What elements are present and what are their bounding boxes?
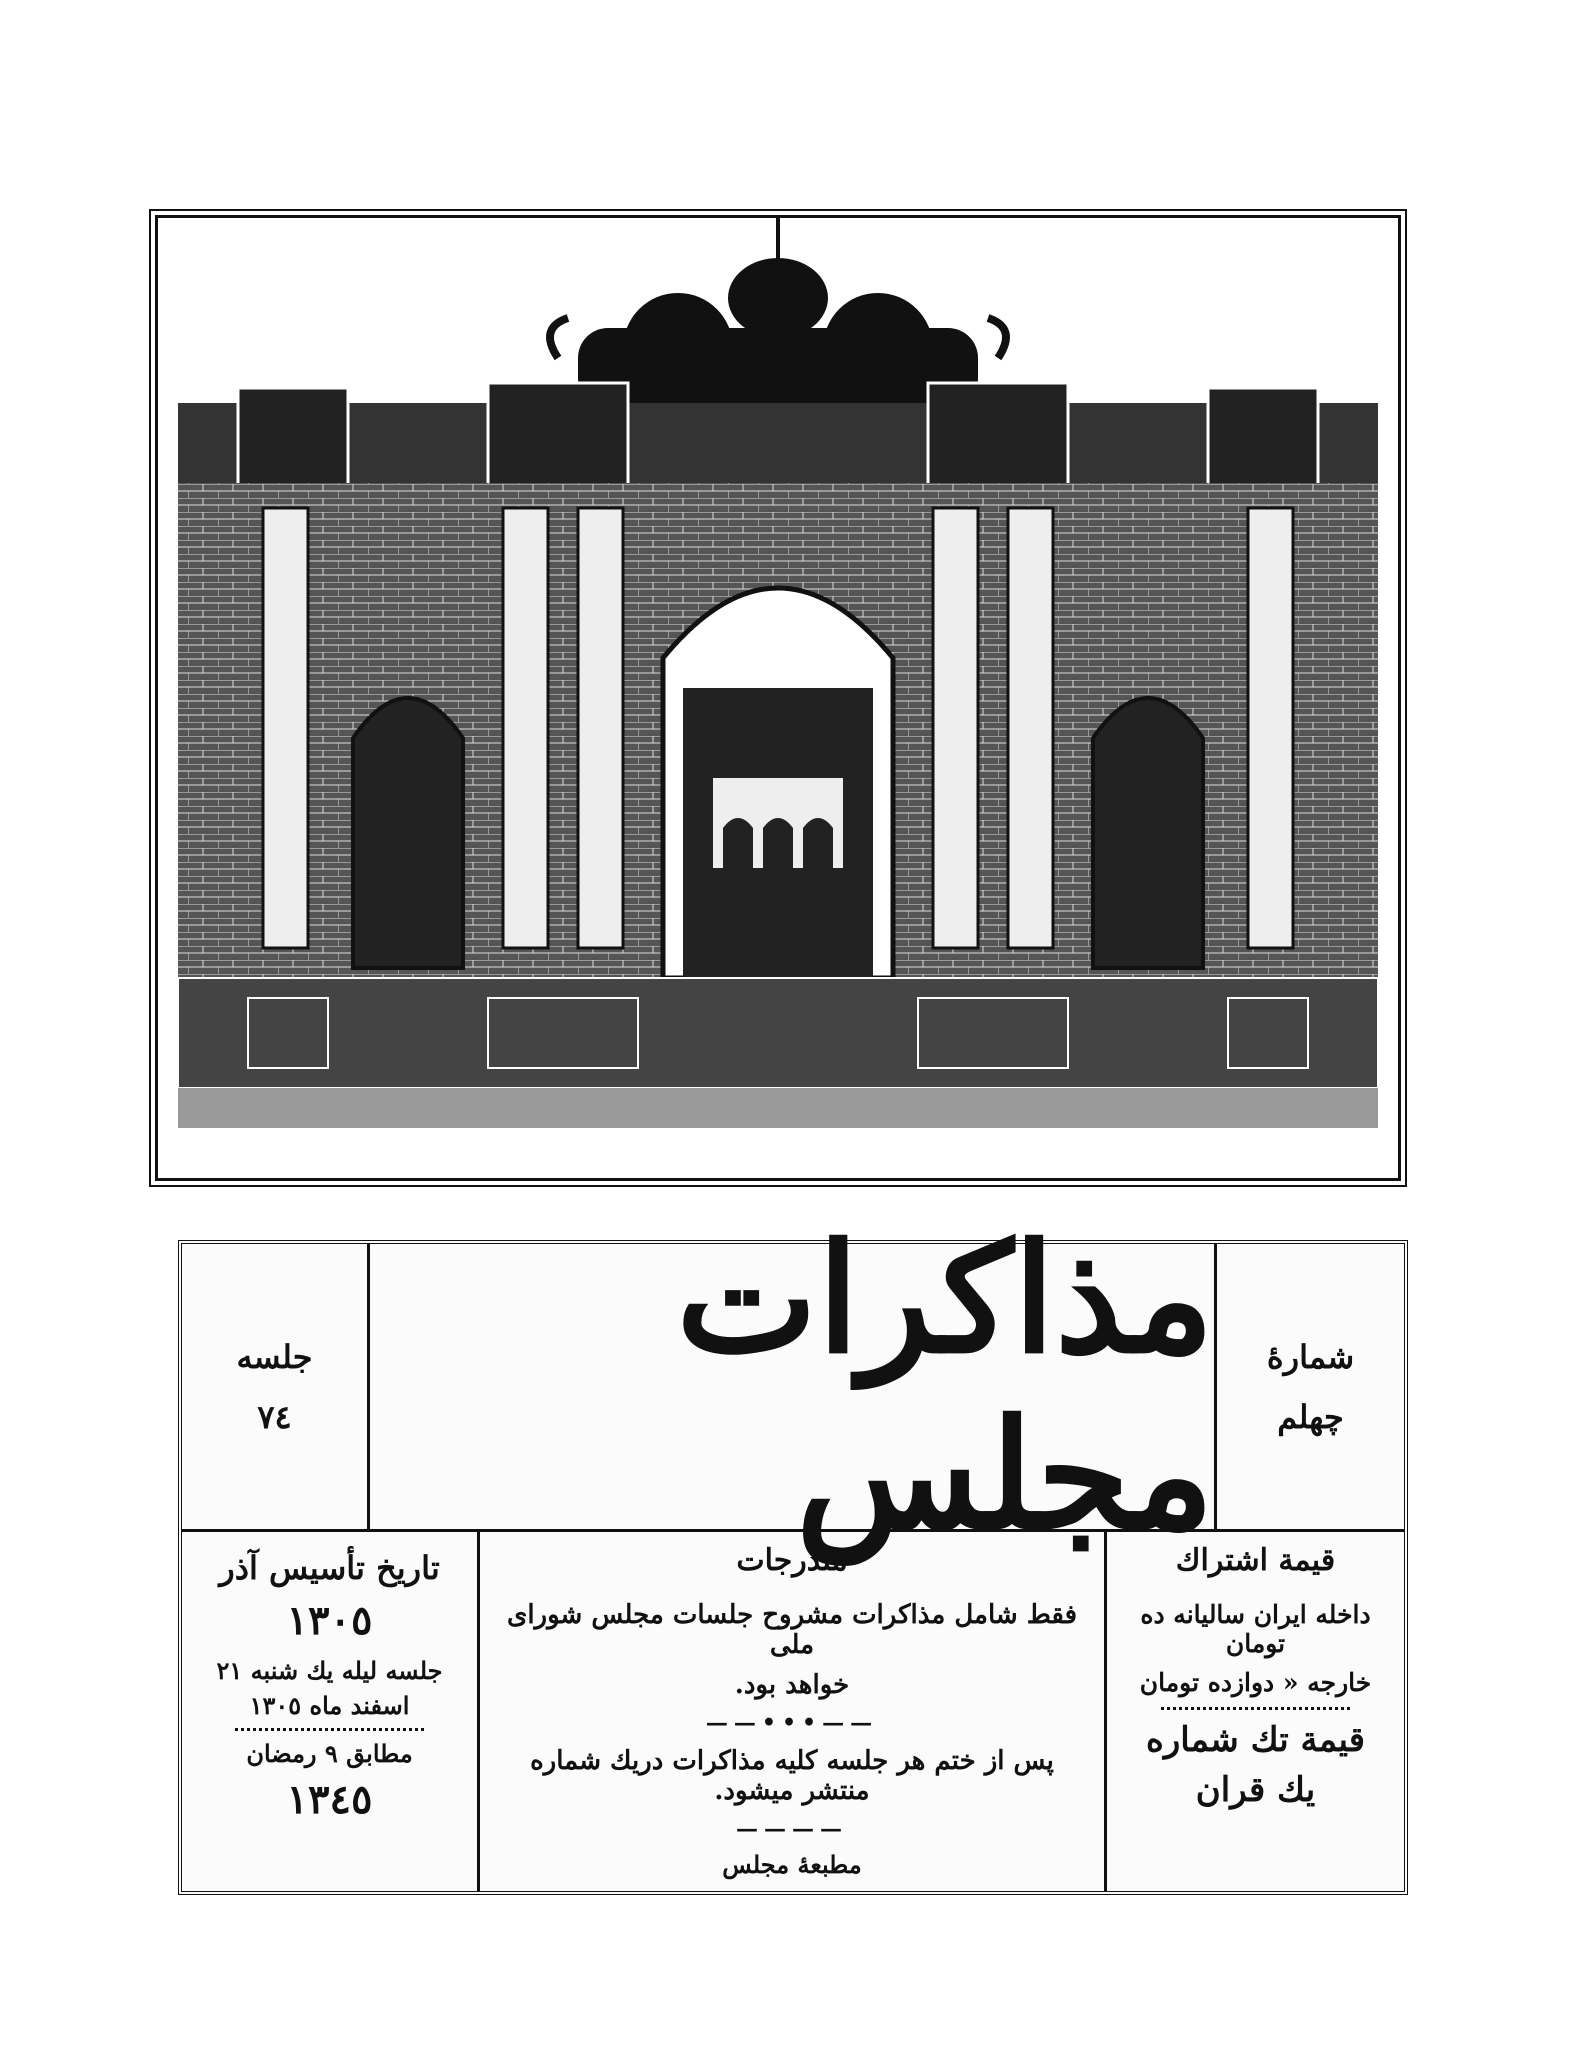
divider-dates: [235, 1728, 425, 1731]
parliament-gate-illustration: [155, 215, 1401, 1181]
issue-value: چهلم: [1277, 1397, 1344, 1436]
issue-cell: [1214, 1244, 1404, 1529]
session-date-line-1: جلسه لیله یك شنبه ٢١: [216, 1656, 443, 1685]
hijri-line: مطابق ٩ رمضان: [246, 1739, 413, 1768]
contents-column: [477, 1529, 1104, 1891]
contents-heading: مندرجات: [736, 1543, 848, 1578]
issue-label: شمارهٔ: [1266, 1337, 1355, 1376]
press-name: مطبعهٔ مجلس: [722, 1850, 862, 1879]
hijri-year: ١٣٤٥: [286, 1776, 373, 1823]
session-value: ٧٤: [257, 1397, 292, 1436]
ornament-divider-2: ————: [736, 1816, 848, 1842]
single-issue-price: یك قران: [1195, 1770, 1316, 1810]
masthead: [178, 1210, 1408, 1895]
divider: [1161, 1707, 1349, 1710]
founded-label: تاریخ تأسیس آذر: [219, 1549, 440, 1587]
contents-line-2: خواهد بود.: [734, 1670, 850, 1700]
subscription-domestic: داخله ایران سالیانه ده تومان: [1140, 1600, 1371, 1658]
ornament-divider: ——•••——: [705, 1710, 879, 1736]
subscription-foreign: خارجه « دوازده تومان: [1139, 1668, 1372, 1697]
session-cell: [182, 1244, 367, 1529]
founded-year: ١٣٠٥: [286, 1597, 373, 1644]
session-date-line-2: اسفند ماه ١٣٠٥: [249, 1691, 410, 1720]
dates-column: [182, 1529, 477, 1891]
single-issue-heading: قیمة تك شماره: [1146, 1720, 1365, 1760]
contents-line-3: پس از ختم هر جلسه کلیه مذاکرات دریك شماره منتشر میشود.: [530, 1746, 1054, 1806]
gate-drawing: [158, 218, 1398, 1178]
subscription-column: [1104, 1529, 1404, 1891]
masthead-title: مذاکرات مجلس: [676, 1210, 1214, 1563]
session-label: جلسه: [236, 1337, 313, 1376]
subscription-heading: قیمة اشتراك: [1175, 1543, 1336, 1578]
masthead-body: [182, 1529, 1404, 1891]
contents-line-1: فقط شامل مذاکرات مشروح جلسات مجلس شورای ملی: [506, 1600, 1077, 1660]
